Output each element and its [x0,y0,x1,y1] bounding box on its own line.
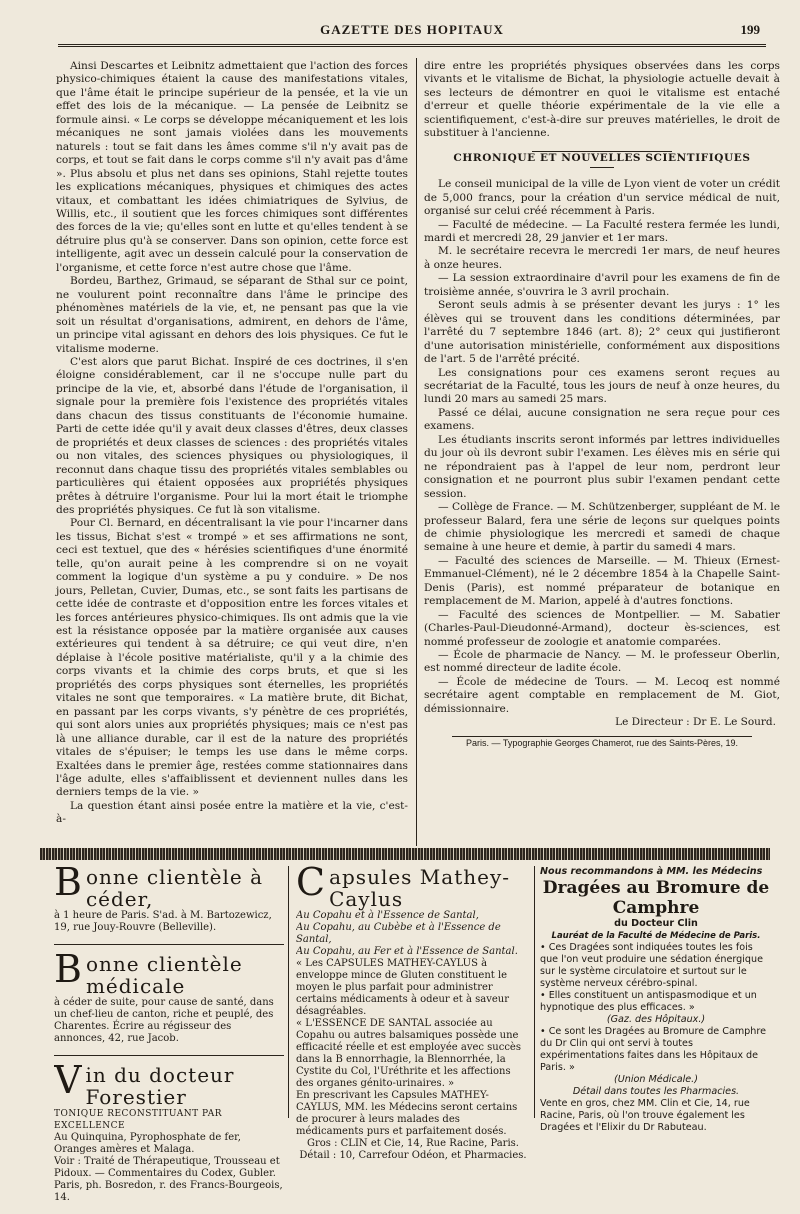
news-item: Le conseil municipal de la ville de Lyon vient de voter un crédit de 5,000 francs, pour la création d'un service médical de nuit, organisé sur celui créé récemment à Paris. [424,178,780,218]
paragraph: Pour Cl. Bernard, en décentralisant la vie pour l'incarner dans les tissus, Bichat s'est « trompé » et ses affirmations ne sont, ceci est textuel, que des « hérésies scientifiques d'une énormité telle, qu'on aurait peine à les comprendre si on ne voyait comment la logique d'un système a pu y conduire. » De nos jours, Pelletan, Cuvier, Dumas, etc., se sont faits les partisans de cette idée de contraste et d'opposition entre les forces vitales et les forces antérieures physico-chimiques. Ils ont admis que la vie est la résistance opposée par la matière organisée aux causes extérieures qui tendent à sa détruire; ce qui veut dire, n'en déplaise à l'école positive matérialiste, qu'il y a la chimie des corps vivants et la chimie des corps bruts, et que si les propriétés des corps physiques sont éternelles, les propriétés vitales ne sont que temporaires. « La matière brute, dit Bichat, en passant par les corps vivants, s'y pénètre de ces propriétés, qui sont alors unies aux propriétés physiques; mais ce n'est pas là une alliance durable, car il est de la nature des propriétés vitales de s'épuiser; le temps les use dans le même corps. Exaltées dans le premier âge, restées comme stationnaires dans l'âge adulte, elles s'affaiblissent et deviennent nulles dans les derniers temps de la vie. » [56,517,408,799]
news-item: Passé ce délai, aucune consignation ne sera reçue pour ces examens. [424,406,780,433]
page-number: 199 [740,22,760,37]
ad-title: apsules Mathey-Caylus [329,866,511,911]
dropcap: B [54,953,82,991]
ad-text: • Ces Dragées sont indiquées toutes les fois que l'on veut produire une sédation énergique sur le système circulatoire et surtout sur le système nerveux cérébro-spinal. [540,942,772,990]
ad-laureat: Lauréat de la Faculté de Médecine de Paris. [551,931,761,941]
ad-column-middle [296,866,530,1172]
paragraph: dire entre les propriétés physiques observées dans les corps vivants et le vitalisme de Bichat, la physiologie actuelle devait à ses lecteurs de démontrer en quoi le vitalisme est entaché d'erreur et quelle théorie expérimentale de la vie elle a scientifiquement, c'est-à-dire sur preuves matérielles, le droit de substituer à l'ancienne. [424,60,780,140]
news-item: M. le secrétaire recevra le mercredi 1er mars, de neuf heures à onze heures. [424,245,780,271]
left-column [56,60,408,827]
title-underline [590,167,614,168]
ad-clientele-ceder [54,866,284,934]
ad-text: Vente en gros, chez MM. Clin et Cie, 14, rue Racine, Paris, où l'on trouve également les Dragées et l'Elixir du Dr Rabuteau. [540,1098,750,1133]
ad-title: onne clientèle médicale [85,953,243,998]
ad-source: (Union Médicale.) [614,1074,698,1085]
news-item: — Faculté de médecine. — La Faculté restera fermée les lundi, mardi et mercredi 28, 29 janvier et 1er mars. [424,218,780,244]
journal-title: GAZETTE DES HOPITAUX [320,22,504,37]
ad-column-right [540,866,772,1134]
ad-title: Dragées au Bromure de Camphre [542,878,770,918]
news-item: Les consignations pour ces examens seront reçues au secrétariat de la Faculté, tous les jours de neuf à onze heures, du lundi 20 mars au samedi 25 mars. [424,366,780,406]
ad-text: • Ce sont les Dragées au Bromure de Camphre du Dr Clin qui ont servi à toutes expérimentations faites dans les Hôpitaux de Paris. » [540,1026,772,1074]
paragraph: Bordeu, Barthez, Grimaud, se séparant de Sthal sur ce point, ne voulurent point reconnaître dans l'âme le principe des phénomènes matériels de la vie, et, ne pensant pas que la vie soit un résultat d'organisations, admirent, en dehors de l'âme, un principe vital agissant en dehors des lois physiques. Ce fut le vitalisme moderne. [56,275,408,355]
ad-text: Détail : 10, Carrefour Odéon, et Pharmacies. [299,1150,527,1161]
ad-text: Au Copahu et à l'Essence de Santal, [296,910,479,921]
ad-text: « Les CAPSULES MATHEY-CAYLUS à enveloppe mince de Gluten constituent le moyen le plus parfait pour administrer certains médicaments à odeur et à saveur désagréables. [296,958,509,1017]
ad-vin-forestier [54,1064,284,1204]
dropcap: C [296,866,326,904]
ad-column-divider [534,866,535,1118]
column-divider [416,58,417,846]
ad-subtitle: TONIQUE RECONSTITUANT PAR EXCELLENCE [54,1109,222,1131]
news-item: — École de médecine de Tours. — M. Lecoq est nommé secrétaire agent comptable en remplacement de M. Giot, démissionnaire. [424,675,780,715]
header-rule [58,44,766,47]
news-item: Seront seuls admis à se présenter devant les jurys : 1° les élèves qui se trouvent dans les conditions déterminées, par l'arrêté du 7 septembre 1846 (art. 8); 2° ceux qui justifieront d'une autorisation ministérielle, conformément aux dispositions de l'art. 5 de l'arrêté précité. [424,299,780,366]
printer-line: Paris. — Typographie Georges Chamerot, rue des Saints-Pères, 19. [466,737,738,748]
news-item: — Faculté des sciences de Marseille. — M. Thieux (Ernest-Emmanuel-Clément), né le 2 décembre 1854 à la Chapelle Saint-Denis (Paris), est nommé préparateur de botanique en remplacement de M. Marion, appelé à d'autres fonctions. [424,554,780,608]
news-item: — Collège de France. — M. Schützenberger, suppléant de M. le professeur Balard, fera une série de leçons sur quelques points de chimie physiologique les mercredi et samedi de chaque semaine à une heure et demie, à partir du samedi 4 mars. [424,501,780,554]
news-item: Les étudiants inscrits seront informés par lettres individuelles du jour où ils devront subir l'examen. Les élèves mis en série qui ne répondraient pas à l'appel de leur nom, perdront leur consignation et ne pourront plus subir l'examen pendant cette session. [424,433,780,500]
ad-divider [54,1055,284,1056]
section-title: CHRONIQUE ET NOUVELLES SCIENTIFIQUES [453,151,751,164]
ad-text: Paris, ph. Bosredon, r. des Francs-Bourgeois, 14. [54,1180,283,1203]
ad-title: onne clientèle à céder, [85,866,264,911]
director-signature: Le Directeur : Dr E. Le Sourd. [615,716,776,729]
page-header [58,20,766,42]
paragraph: La question étant ainsi posée entre la matière et la vie, c'est-à- [56,799,408,826]
ad-text: à 1 heure de Paris. S'ad. à M. Bartozewicz, 19, rue Jouy-Rouvre (Belleville). [54,910,272,933]
ad-clientele-medicale [54,953,284,1045]
ad-text: Voir : Traité de Thérapeutique, Trousseau et Pidoux. — Commentaires du Codex, Gubler. [54,1156,280,1179]
ad-divider [54,944,284,945]
news-item: — École de pharmacie de Nancy. — M. le professeur Oberlin, est nommé directeur de ladite école. [424,649,780,675]
ad-text: Au Quinquina, Pyrophosphate de fer, Oranges amères et Malaga. [54,1132,241,1155]
ad-author: du Docteur Clin [614,918,698,929]
advertisement-band [40,848,770,860]
ad-text: • Elles constituent un antispasmodique et un hypnotique des plus efficaces. » [540,990,772,1014]
dropcap: V [54,1064,82,1102]
paragraph: Ainsi Descartes et Leibnitz admettaient que l'action des forces physico-chimiques étaient la cause des manifestations vitales, que l'âme était le principe supérieur de la pensée, et la vie un effet des lois de la mécanique. — La pensée de Leibnitz se formule ainsi. « Le corps se développe mécaniquement et les lois mécaniques ne sont jamais violées dans les mouvements naturels : tout se fait dans les âmes comme s'il n'y avait pas de corps, et tout se fait dans le corps comme s'il n'y avait pas d'âme ». Plus absolu et plus net dans ses opinions, Stahl rejette toutes les explications mécaniques, physiques et chimiques des actes vitaux, et combattant les idées chimiatriques de Sylvius, de Willis, etc., il soutient que les forces chimiques sont différentes des forces de la vie; qu'elles sont en lutte et qu'elles tendent à se détruire plus qu'à se conserver. Dans son opinion, cette force est intelligente, agit avec un dessein calculé pour la conservation de l'organisme, et cette force n'est autre chose que l'âme. [56,60,408,274]
ad-title: in du docteur Forestier [85,1064,235,1109]
ad-detail: Détail dans toutes les Pharmacies. [572,1086,740,1097]
ad-column-left [54,866,284,1214]
paragraph: C'est alors que parut Bichat. Inspiré de ces doctrines, il s'en éloigne considérablement, car il ne s'occupe nulle part du principe de la vie, et, absorbé dans l'étude de l'organisation, il signale pour la première fois l'existence des propriétés vitales dans chacun des tissus constituants de l'économie humaine. Parti de cette idée qu'il y avait deux classes d'êtres, deux classes de propriétés et deux classes de sciences : des propriétés vitales ou non vitales, des sciences physiques ou physiologiques, il reconnut dans chaque tissu des propriétés vitales semblables ou particulières qui étaient opposées aux propriétés physiques prêtes à détruire l'organisme. Pour lui la mort était le triomphe des propriétés physiques. Ce fut là son vitalisme. [56,355,408,516]
ad-text: « L'ESSENCE DE SANTAL associée au Copahu ou autres balsamiques possède une efficacité réelle et est employée avec succès dans la B ennorrhagie, la Blennorrhée, la Cystite du Col, l'Uréthrite et les affections des organes génito-urinaires. » [296,1018,521,1089]
dropcap: B [54,866,82,904]
news-item: — Faculté des sciences de Montpellier. — M. Sabatier (Charles-Paul-Dieudonné-Armand), docteur ès-sciences, est nommé professeur de zoologie et anatomie comparées. [424,608,780,648]
right-column [424,60,780,750]
ad-source: (Gaz. des Hôpitaux.) [606,1014,706,1025]
ad-column-divider [288,866,289,1118]
ad-text: Au Copahu, au Cubèbe et à l'Essence de Santal, [296,922,501,945]
ad-text: En prescrivant les Capsules MATHEY-CAYLUS, MM. les Médecins seront certains de procurer à leurs malades des médicaments purs et parfaitement dosés. [296,1090,518,1137]
ad-text: à céder de suite, pour cause de santé, dans un chef-lieu de canton, riche et peuplé, des Charentes. Écrire au régisseur des annonces, 42, rue Jacob. [54,997,274,1044]
ad-text: Gros : CLIN et Cie, 14, Rue Racine, Paris. [307,1138,519,1149]
ad-intro: Nous recommandons à MM. les Médecins [540,866,763,877]
ad-capsules-mathey-caylus [296,866,530,1162]
news-item: — La session extraordinaire d'avril pour les examens de fin de troisième année, s'ouvrira le 3 avril prochain. [424,272,780,298]
ad-text: Au Copahu, au Fer et à l'Essence de Santal. [296,946,518,957]
